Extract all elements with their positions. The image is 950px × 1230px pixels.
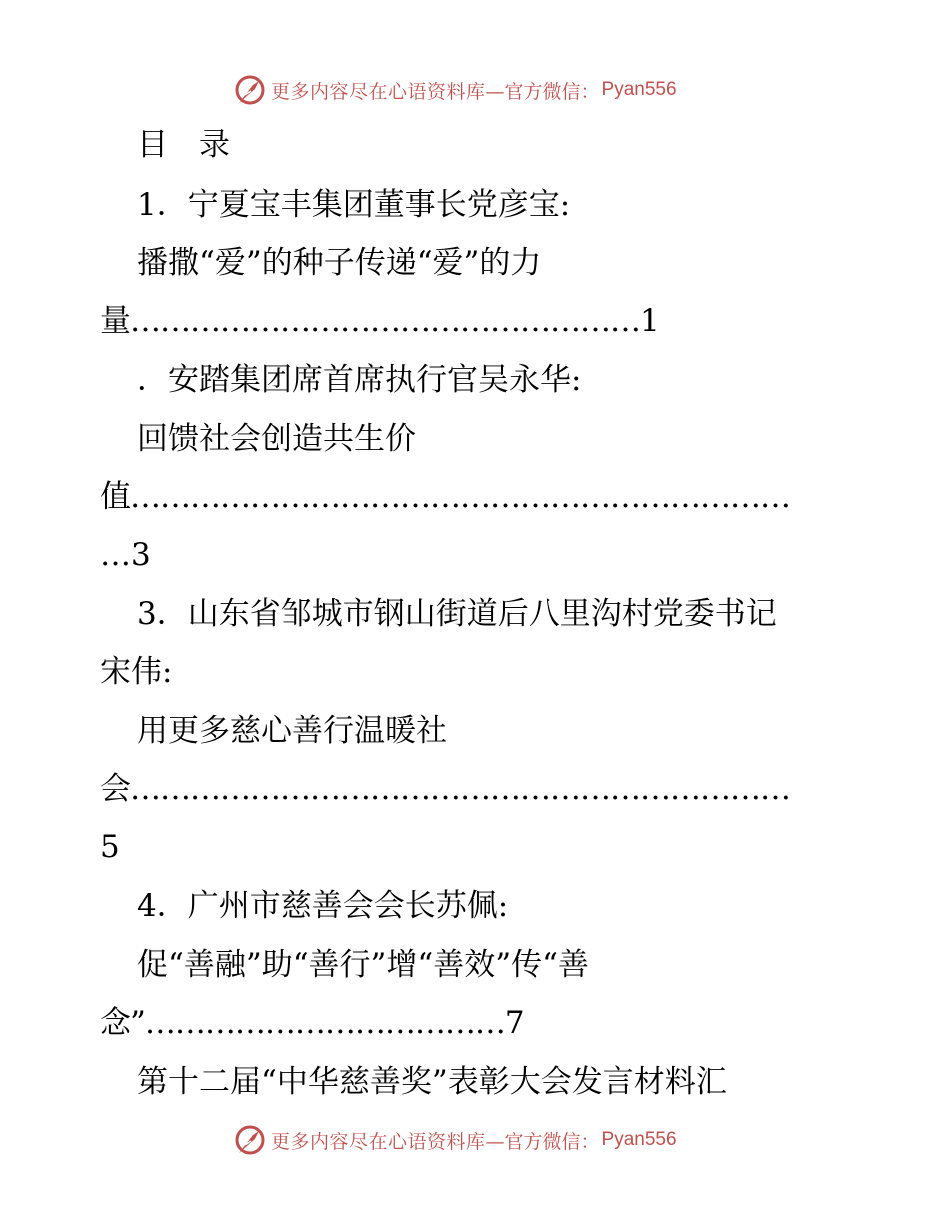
- toc-line: 1．宁夏宝丰集团董事长党彦宝:: [137, 187, 571, 223]
- watermark-separator: —官方微信：: [485, 80, 600, 103]
- toc-line: 值…………………………………………………………: [100, 479, 790, 515]
- watermark-separator: —官方微信：: [485, 1130, 600, 1153]
- toc-line: 念”………………………………7: [100, 1005, 524, 1041]
- toc-line: 3．山东省邹城市钢山街道后八里沟村党委书记: [137, 596, 777, 632]
- toc-line: 播撒“爱”的种子传递“爱”的力: [137, 245, 542, 281]
- toc-line: 促“善融”助“善行”增“善效”传“善: [137, 947, 589, 983]
- toc-heading: 目 录: [137, 127, 230, 163]
- toc-line: 宋伟:: [100, 654, 173, 690]
- toc-line: 4．广州市慈善会会长苏佩:: [137, 888, 509, 924]
- toc-line: 会…………………………………………………………: [100, 771, 790, 807]
- toc-line: 5: [100, 829, 120, 865]
- watermark-footer: [233, 1122, 713, 1158]
- toc-line: ．安踏集团席首席执行官吴永华:: [137, 362, 582, 398]
- quill-pen-circle-icon: [233, 73, 267, 107]
- watermark-wechat-id: Pyan556: [601, 79, 677, 100]
- watermark-text: 更多内容尽在心语资料库: [271, 1130, 486, 1153]
- toc-line: 用更多慈心善行温暖社: [137, 713, 447, 749]
- toc-line: 第十二届“中华慈善奖”表彰大会发言材料汇: [137, 1064, 727, 1100]
- watermark-wechat-id: Pyan556: [601, 1129, 677, 1150]
- toc-line: 量……………………………………………1: [100, 303, 659, 339]
- watermark-text: 更多内容尽在心语资料库: [271, 80, 486, 103]
- quill-pen-circle-icon: [233, 1123, 267, 1157]
- toc-line: …3: [100, 537, 151, 573]
- toc-line: 回馈社会创造共生价: [137, 421, 416, 457]
- watermark-header: [233, 72, 713, 108]
